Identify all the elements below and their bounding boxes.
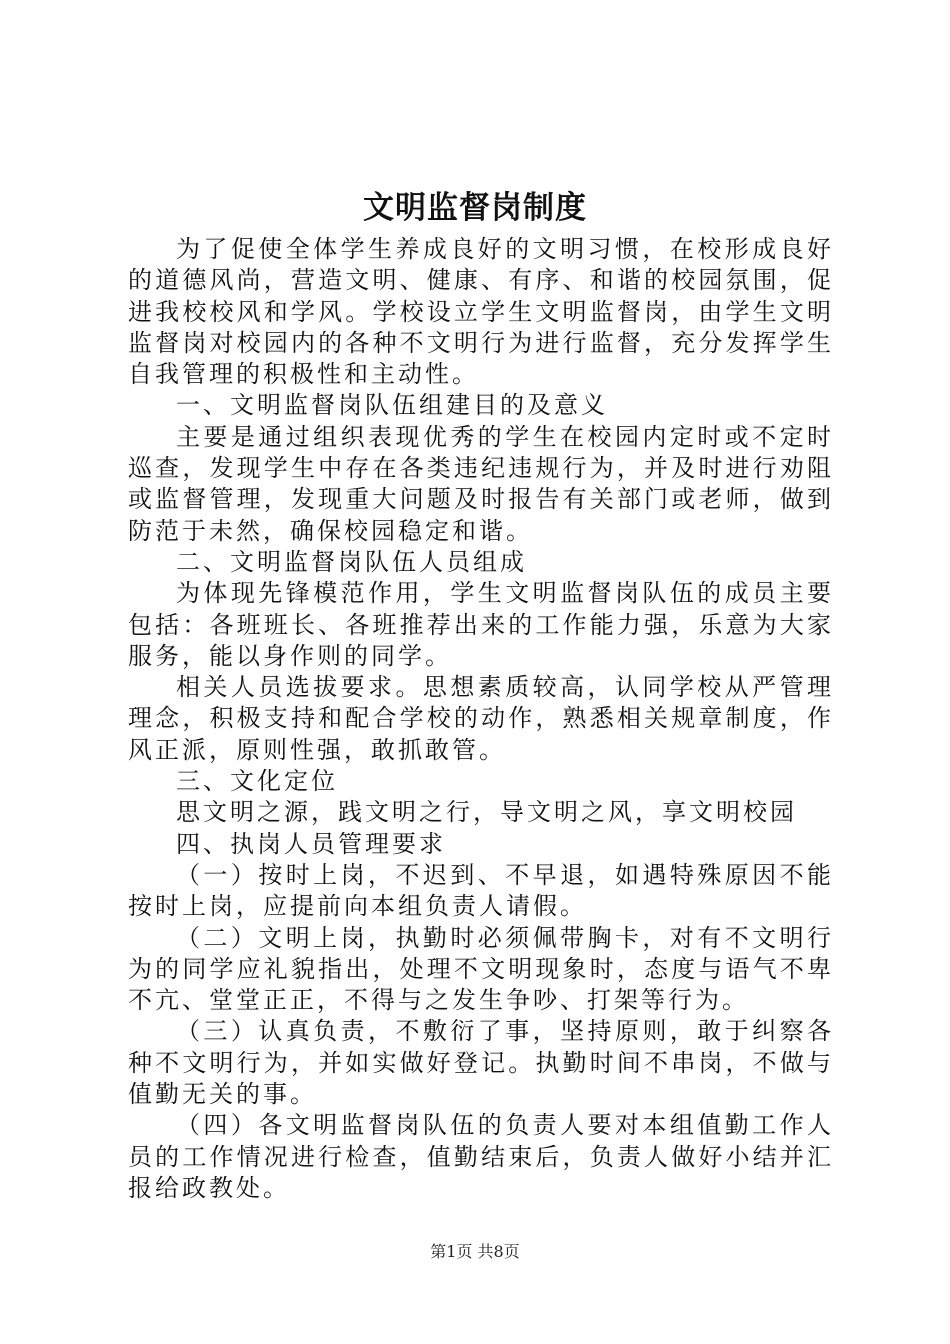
section-heading-4: 四、执岗人员管理要求 bbox=[176, 829, 446, 858]
paragraph-selection: 相关人员选拔要求。思想素质较高，认同学校从严管理理念，积极支持和配合学校的动作，熟悉相关规章制度，作风正派，原则性强，敢抓敢管。 bbox=[128, 673, 834, 764]
page-number-footer: 第1页 共8页 bbox=[430, 1242, 520, 1261]
section-heading-3: 三、文化定位 bbox=[176, 767, 338, 796]
document-body bbox=[128, 234, 834, 1204]
paragraph-rule-4: （四）各文明监督岗队伍的负责人要对本组值勤工作人员的工作情况进行检查，值勤结束后，负责人做好小结并汇报给政教处。 bbox=[128, 1111, 834, 1202]
paragraph-motto: 思文明之源，践文明之行，导文明之风，享文明校园 bbox=[176, 798, 797, 827]
paragraph-rule-1: （一）按时上岗，不迟到、不早退，如遇特殊原因不能按时上岗，应提前向本组负责人请假。 bbox=[128, 860, 834, 921]
paragraph-rule-2: （二）文明上岗，执勤时必须佩带胸卡，对有不文明行为的同学应礼貌指出，处理不文明现象时，态度与语气不卑不亢、堂堂正正，不得与之发生争吵、打架等行为。 bbox=[128, 923, 834, 1015]
section-heading-2: 二、文明监督岗队伍人员组成 bbox=[176, 547, 527, 576]
paragraph-composition: 为体现先锋模范作用，学生文明监督岗队伍的成员主要包括：各班班长、各班推荐出来的工作能力强，乐意为大家服务，能以身作则的同学。 bbox=[128, 579, 834, 670]
document-title: 文明监督岗制度 bbox=[363, 190, 587, 226]
section-heading-1: 一、文明监督岗队伍组建目的及意义 bbox=[176, 391, 608, 420]
paragraph-purpose: 主要是通过组织表现优秀的学生在校园内定时或不定时巡查，发现学生中存在各类违纪违规行为，并及时进行劝阻或监督管理，发现重大问题及时报告有关部门或老师，做到防范于未然，确保校园稳定和谐。 bbox=[128, 422, 834, 545]
paragraph-intro: 为了促使全体学生养成良好的文明习惯，在校形成良好的道德风尚，营造文明、健康、有序、和谐的校园氛围，促进我校校风和学风。学校设立学生文明监督岗，由学生文明监督岗对校园内的各种不文明行为进行监督，充分发挥学生自我管理的积极性和主动性。 bbox=[128, 235, 834, 389]
paragraph-rule-3: （三）认真负责，不敷衍了事，坚持原则，敢于纠察各种不文明行为，并如实做好登记。执勤时间不串岗，不做与值勤无关的事。 bbox=[128, 1017, 834, 1109]
